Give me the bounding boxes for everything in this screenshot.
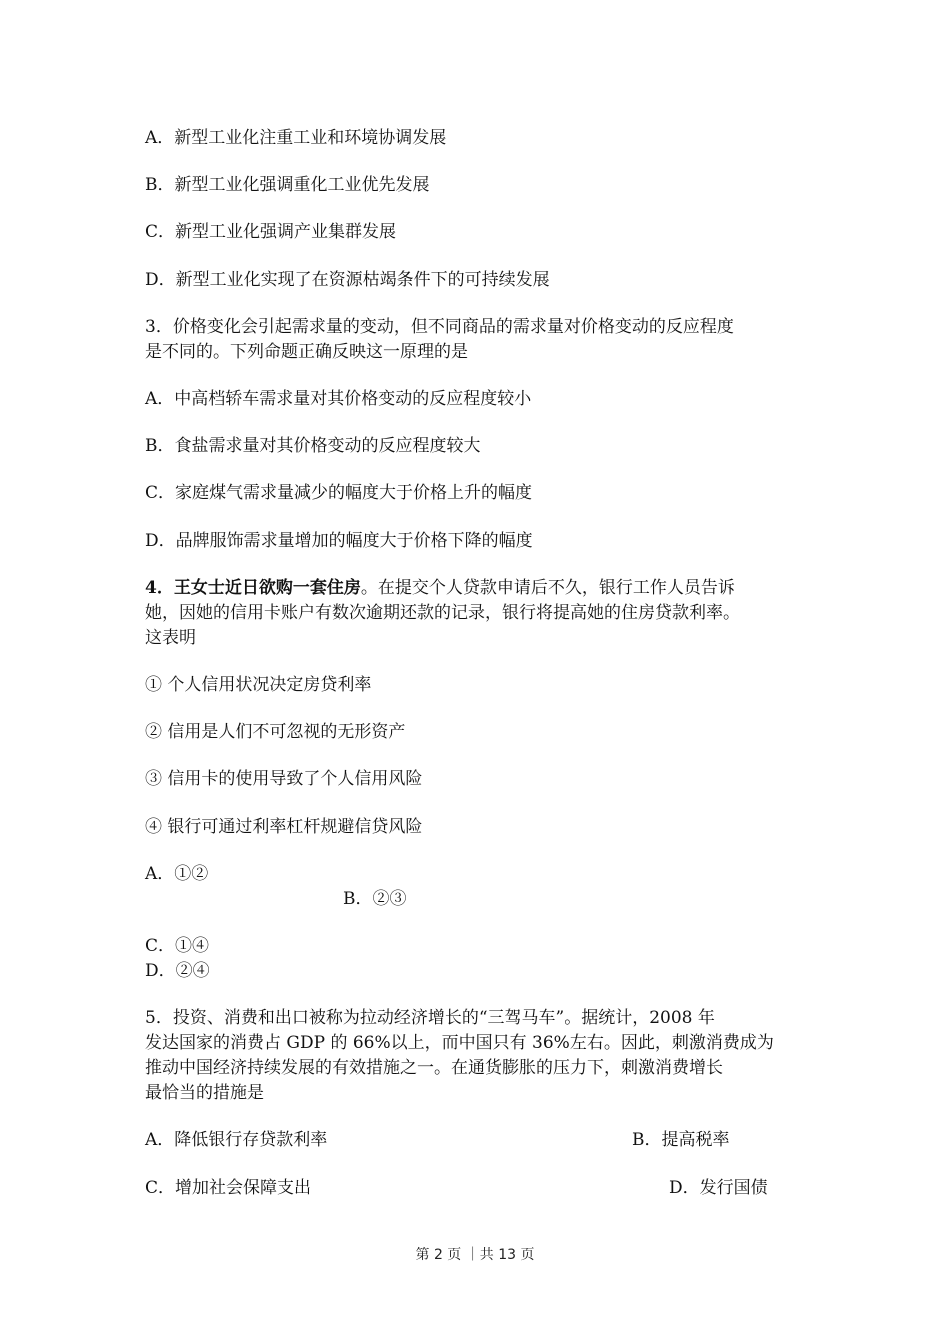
q2-option-b: B．新型工业化强调重化工业优先发展 bbox=[145, 175, 430, 195]
q3-option-a: A．中高档轿车需求量对其价格变动的反应程度较小 bbox=[145, 389, 532, 409]
q3-option-d: D．品牌服饰需求量增加的幅度大于价格下降的幅度 bbox=[145, 531, 533, 551]
q4-item-1: ① 个人信用状况决定房贷利率 bbox=[145, 675, 372, 695]
q5-option-a: A．降低银行存贷款利率 bbox=[145, 1130, 328, 1150]
q3-option-c: C．家庭煤气需求量减少的幅度大于价格上升的幅度 bbox=[145, 483, 533, 503]
q4-item-2: ② 信用是人们不可忽视的无形资产 bbox=[145, 722, 406, 742]
q5-option-d: D．发行国债 bbox=[669, 1178, 768, 1198]
q4-option-d: D．②④ bbox=[145, 961, 210, 981]
q2-option-c: C．新型工业化强调产业集群发展 bbox=[145, 222, 397, 242]
q2-option-d: D．新型工业化实现了在资源枯竭条件下的可持续发展 bbox=[145, 270, 550, 290]
q4-option-c: C．①④ bbox=[145, 936, 210, 956]
q5-stem-line3: 推动中国经济持续发展的有效措施之一。在通货膨胀的压力下，刺激消费增长 bbox=[145, 1058, 723, 1078]
page-footer: 第 2 页 ｜共 13 页 bbox=[415, 1247, 535, 1263]
q4-item-3: ③ 信用卡的使用导致了个人信用风险 bbox=[145, 769, 423, 789]
q3-stem-line1: 3．价格变化会引起需求量的变动，但不同商品的需求量对价格变动的反应程度 bbox=[145, 317, 734, 337]
q5-option-c: C．增加社会保障支出 bbox=[145, 1178, 312, 1198]
q4-stem-rest: 。在提交个人贷款申请后不久，银行工作人员告诉 bbox=[360, 578, 735, 598]
q4-option-b: B．②③ bbox=[343, 889, 407, 909]
q4-stem-bold: 4．王女士近日欲购一套住房 bbox=[145, 578, 361, 598]
q5-stem-line4: 最恰当的措施是 bbox=[145, 1083, 264, 1103]
q4-option-a: A．①② bbox=[145, 864, 209, 884]
q4-stem-line2: 她，因她的信用卡账户有数次逾期还款的记录，银行将提高她的住房贷款利率。 bbox=[145, 603, 740, 623]
q3-stem-line2: 是不同的。下列命题正确反映这一原理的是 bbox=[145, 342, 468, 362]
q4-stem-line1 bbox=[145, 576, 735, 600]
q5-stem-line1: 5．投资、消费和出口被称为拉动经济增长的“三驾马车”。据统计，2008 年 bbox=[145, 1008, 715, 1028]
q4-stem-line3: 这表明 bbox=[145, 628, 196, 648]
q5-option-b: B．提高税率 bbox=[632, 1130, 730, 1150]
q5-stem-line2: 发达国家的消费占 GDP 的 66%以上，而中国只有 36%左右。因此，刺激消费成为 bbox=[145, 1033, 774, 1053]
q2-option-a: A．新型工业化注重工业和环境协调发展 bbox=[145, 128, 447, 148]
q3-option-b: B．食盐需求量对其价格变动的反应程度较大 bbox=[145, 436, 481, 456]
q4-item-4: ④ 银行可通过利率杠杆规避信贷风险 bbox=[145, 817, 423, 837]
